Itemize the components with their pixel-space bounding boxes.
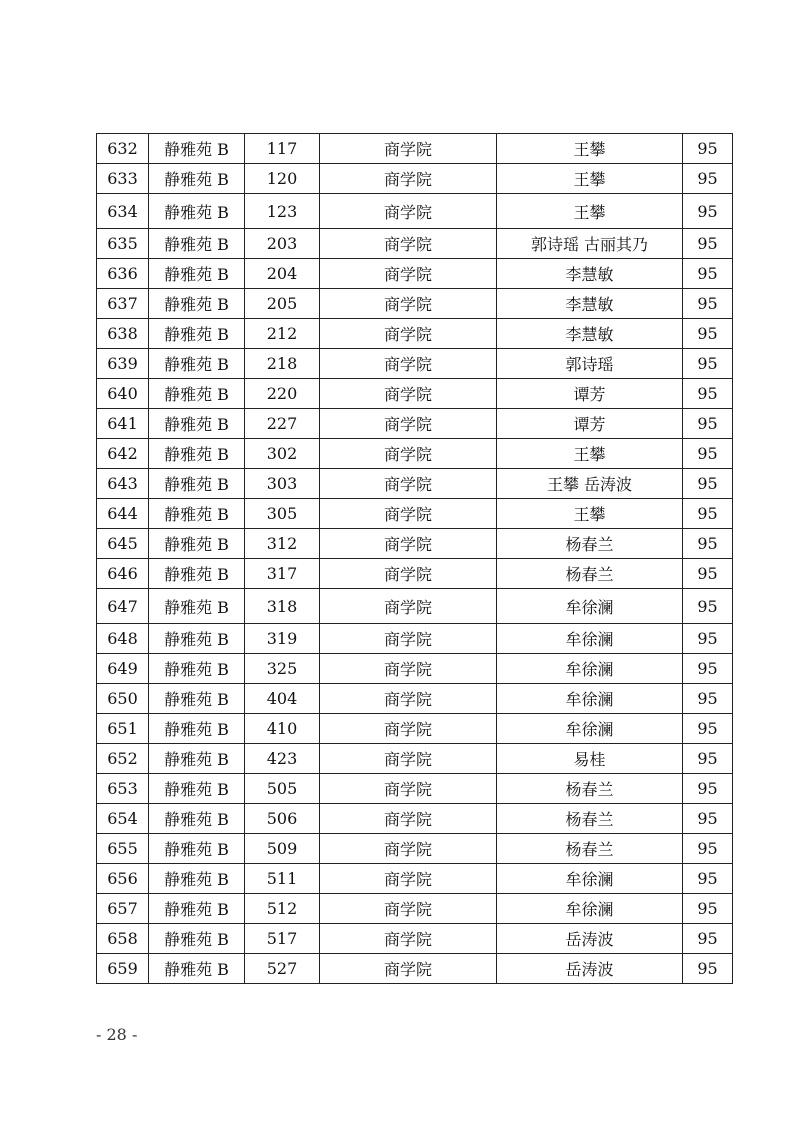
college-cell: 商学院 xyxy=(320,864,497,894)
table-row xyxy=(97,624,733,654)
building-cell: 静雅苑 B xyxy=(149,894,245,924)
page-number: - 28 - xyxy=(96,1025,138,1044)
row-number-cell: 632 xyxy=(97,134,149,164)
college-cell: 商学院 xyxy=(320,624,497,654)
counselor-cell: 李慧敏 xyxy=(497,259,683,289)
counselor-cell: 牟徐澜 xyxy=(497,684,683,714)
score-cell: 95 xyxy=(683,469,733,499)
table-row xyxy=(97,654,733,684)
row-number-cell: 645 xyxy=(97,529,149,559)
room-cell: 404 xyxy=(245,684,320,714)
score-cell: 95 xyxy=(683,954,733,984)
counselor-cell: 岳涛波 xyxy=(497,924,683,954)
room-cell: 203 xyxy=(245,229,320,259)
score-cell: 95 xyxy=(683,894,733,924)
row-number-cell: 649 xyxy=(97,654,149,684)
counselor-cell: 王攀 xyxy=(497,194,683,229)
row-number-cell: 658 xyxy=(97,924,149,954)
score-cell: 95 xyxy=(683,529,733,559)
table-row xyxy=(97,589,733,624)
row-number-cell: 633 xyxy=(97,164,149,194)
building-cell: 静雅苑 B xyxy=(149,589,245,624)
score-cell: 95 xyxy=(683,559,733,589)
college-cell: 商学院 xyxy=(320,499,497,529)
score-cell: 95 xyxy=(683,654,733,684)
room-cell: 319 xyxy=(245,624,320,654)
room-cell: 227 xyxy=(245,409,320,439)
table-row xyxy=(97,134,733,164)
score-cell: 95 xyxy=(683,924,733,954)
counselor-cell: 牟徐澜 xyxy=(497,864,683,894)
building-cell: 静雅苑 B xyxy=(149,409,245,439)
row-number-cell: 657 xyxy=(97,894,149,924)
room-cell: 410 xyxy=(245,714,320,744)
room-cell: 204 xyxy=(245,259,320,289)
building-cell: 静雅苑 B xyxy=(149,924,245,954)
row-number-cell: 651 xyxy=(97,714,149,744)
table-row xyxy=(97,164,733,194)
room-cell: 220 xyxy=(245,379,320,409)
score-cell: 95 xyxy=(683,409,733,439)
score-cell: 95 xyxy=(683,834,733,864)
row-number-cell: 655 xyxy=(97,834,149,864)
table-body xyxy=(97,134,733,984)
score-cell: 95 xyxy=(683,194,733,229)
room-cell: 212 xyxy=(245,319,320,349)
building-cell: 静雅苑 B xyxy=(149,194,245,229)
college-cell: 商学院 xyxy=(320,774,497,804)
college-cell: 商学院 xyxy=(320,194,497,229)
counselor-cell: 牟徐澜 xyxy=(497,714,683,744)
college-cell: 商学院 xyxy=(320,469,497,499)
counselor-cell: 王攀 xyxy=(497,164,683,194)
row-number-cell: 654 xyxy=(97,804,149,834)
counselor-cell: 杨春兰 xyxy=(497,559,683,589)
table-row xyxy=(97,834,733,864)
counselor-cell: 牟徐澜 xyxy=(497,624,683,654)
score-cell: 95 xyxy=(683,319,733,349)
room-cell: 205 xyxy=(245,289,320,319)
room-cell: 120 xyxy=(245,164,320,194)
college-cell: 商学院 xyxy=(320,379,497,409)
college-cell: 商学院 xyxy=(320,924,497,954)
counselor-cell: 郭诗瑶 古丽其乃 xyxy=(497,229,683,259)
counselor-cell: 李慧敏 xyxy=(497,319,683,349)
table-row xyxy=(97,349,733,379)
counselor-cell: 王攀 岳涛波 xyxy=(497,469,683,499)
score-cell: 95 xyxy=(683,379,733,409)
building-cell: 静雅苑 B xyxy=(149,774,245,804)
counselor-cell: 谭芳 xyxy=(497,409,683,439)
room-cell: 305 xyxy=(245,499,320,529)
room-cell: 517 xyxy=(245,924,320,954)
row-number-cell: 646 xyxy=(97,559,149,589)
room-cell: 423 xyxy=(245,744,320,774)
building-cell: 静雅苑 B xyxy=(149,744,245,774)
room-cell: 511 xyxy=(245,864,320,894)
table-row xyxy=(97,289,733,319)
counselor-cell: 牟徐澜 xyxy=(497,894,683,924)
counselor-cell: 杨春兰 xyxy=(497,804,683,834)
score-cell: 95 xyxy=(683,259,733,289)
building-cell: 静雅苑 B xyxy=(149,714,245,744)
building-cell: 静雅苑 B xyxy=(149,469,245,499)
table-row xyxy=(97,714,733,744)
table-row xyxy=(97,469,733,499)
row-number-cell: 635 xyxy=(97,229,149,259)
building-cell: 静雅苑 B xyxy=(149,289,245,319)
counselor-cell: 谭芳 xyxy=(497,379,683,409)
table-row xyxy=(97,559,733,589)
table-row xyxy=(97,684,733,714)
room-cell: 303 xyxy=(245,469,320,499)
row-number-cell: 638 xyxy=(97,319,149,349)
college-cell: 商学院 xyxy=(320,439,497,469)
score-cell: 95 xyxy=(683,349,733,379)
building-cell: 静雅苑 B xyxy=(149,379,245,409)
building-cell: 静雅苑 B xyxy=(149,559,245,589)
row-number-cell: 640 xyxy=(97,379,149,409)
row-number-cell: 650 xyxy=(97,684,149,714)
table-row xyxy=(97,894,733,924)
room-cell: 123 xyxy=(245,194,320,229)
college-cell: 商学院 xyxy=(320,319,497,349)
table-row xyxy=(97,529,733,559)
table-row xyxy=(97,774,733,804)
row-number-cell: 648 xyxy=(97,624,149,654)
score-cell: 95 xyxy=(683,229,733,259)
score-cell: 95 xyxy=(683,804,733,834)
building-cell: 静雅苑 B xyxy=(149,229,245,259)
counselor-cell: 牟徐澜 xyxy=(497,654,683,684)
room-cell: 512 xyxy=(245,894,320,924)
college-cell: 商学院 xyxy=(320,714,497,744)
counselor-cell: 杨春兰 xyxy=(497,834,683,864)
room-cell: 527 xyxy=(245,954,320,984)
row-number-cell: 647 xyxy=(97,589,149,624)
room-cell: 312 xyxy=(245,529,320,559)
college-cell: 商学院 xyxy=(320,164,497,194)
room-cell: 117 xyxy=(245,134,320,164)
row-number-cell: 656 xyxy=(97,864,149,894)
table-row xyxy=(97,379,733,409)
college-cell: 商学院 xyxy=(320,349,497,379)
table-row xyxy=(97,744,733,774)
building-cell: 静雅苑 B xyxy=(149,439,245,469)
building-cell: 静雅苑 B xyxy=(149,624,245,654)
building-cell: 静雅苑 B xyxy=(149,834,245,864)
table-row xyxy=(97,954,733,984)
room-cell: 218 xyxy=(245,349,320,379)
table-row xyxy=(97,259,733,289)
college-cell: 商学院 xyxy=(320,954,497,984)
row-number-cell: 634 xyxy=(97,194,149,229)
row-number-cell: 636 xyxy=(97,259,149,289)
college-cell: 商学院 xyxy=(320,259,497,289)
row-number-cell: 639 xyxy=(97,349,149,379)
college-cell: 商学院 xyxy=(320,134,497,164)
row-number-cell: 642 xyxy=(97,439,149,469)
college-cell: 商学院 xyxy=(320,589,497,624)
counselor-cell: 易桂 xyxy=(497,744,683,774)
row-number-cell: 643 xyxy=(97,469,149,499)
building-cell: 静雅苑 B xyxy=(149,164,245,194)
score-cell: 95 xyxy=(683,164,733,194)
counselor-cell: 牟徐澜 xyxy=(497,589,683,624)
row-number-cell: 653 xyxy=(97,774,149,804)
row-number-cell: 641 xyxy=(97,409,149,439)
room-cell: 506 xyxy=(245,804,320,834)
building-cell: 静雅苑 B xyxy=(149,864,245,894)
college-cell: 商学院 xyxy=(320,834,497,864)
score-cell: 95 xyxy=(683,744,733,774)
score-cell: 95 xyxy=(683,439,733,469)
college-cell: 商学院 xyxy=(320,409,497,439)
college-cell: 商学院 xyxy=(320,804,497,834)
table-row xyxy=(97,409,733,439)
college-cell: 商学院 xyxy=(320,654,497,684)
building-cell: 静雅苑 B xyxy=(149,319,245,349)
counselor-cell: 杨春兰 xyxy=(497,774,683,804)
score-cell: 95 xyxy=(683,624,733,654)
room-cell: 318 xyxy=(245,589,320,624)
room-cell: 505 xyxy=(245,774,320,804)
college-cell: 商学院 xyxy=(320,289,497,319)
room-cell: 317 xyxy=(245,559,320,589)
counselor-cell: 王攀 xyxy=(497,439,683,469)
score-cell: 95 xyxy=(683,864,733,894)
college-cell: 商学院 xyxy=(320,684,497,714)
table-row xyxy=(97,804,733,834)
counselor-cell: 杨春兰 xyxy=(497,529,683,559)
row-number-cell: 644 xyxy=(97,499,149,529)
building-cell: 静雅苑 B xyxy=(149,654,245,684)
score-cell: 95 xyxy=(683,774,733,804)
table-row xyxy=(97,499,733,529)
college-cell: 商学院 xyxy=(320,894,497,924)
table-row xyxy=(97,194,733,229)
building-cell: 静雅苑 B xyxy=(149,954,245,984)
row-number-cell: 637 xyxy=(97,289,149,319)
building-cell: 静雅苑 B xyxy=(149,804,245,834)
building-cell: 静雅苑 B xyxy=(149,499,245,529)
building-cell: 静雅苑 B xyxy=(149,259,245,289)
counselor-cell: 岳涛波 xyxy=(497,954,683,984)
row-number-cell: 652 xyxy=(97,744,149,774)
building-cell: 静雅苑 B xyxy=(149,684,245,714)
counselor-cell: 王攀 xyxy=(497,134,683,164)
room-cell: 325 xyxy=(245,654,320,684)
room-cell: 509 xyxy=(245,834,320,864)
score-cell: 95 xyxy=(683,134,733,164)
college-cell: 商学院 xyxy=(320,229,497,259)
score-cell: 95 xyxy=(683,684,733,714)
building-cell: 静雅苑 B xyxy=(149,529,245,559)
row-number-cell: 659 xyxy=(97,954,149,984)
college-cell: 商学院 xyxy=(320,559,497,589)
inspection-table xyxy=(96,133,733,984)
counselor-cell: 郭诗瑶 xyxy=(497,349,683,379)
score-cell: 95 xyxy=(683,714,733,744)
score-cell: 95 xyxy=(683,589,733,624)
table-row xyxy=(97,439,733,469)
building-cell: 静雅苑 B xyxy=(149,349,245,379)
table-row xyxy=(97,924,733,954)
room-cell: 302 xyxy=(245,439,320,469)
building-cell: 静雅苑 B xyxy=(149,134,245,164)
counselor-cell: 王攀 xyxy=(497,499,683,529)
table-row xyxy=(97,229,733,259)
table-row xyxy=(97,319,733,349)
counselor-cell: 李慧敏 xyxy=(497,289,683,319)
table-row xyxy=(97,864,733,894)
score-cell: 95 xyxy=(683,499,733,529)
college-cell: 商学院 xyxy=(320,744,497,774)
college-cell: 商学院 xyxy=(320,529,497,559)
score-cell: 95 xyxy=(683,289,733,319)
